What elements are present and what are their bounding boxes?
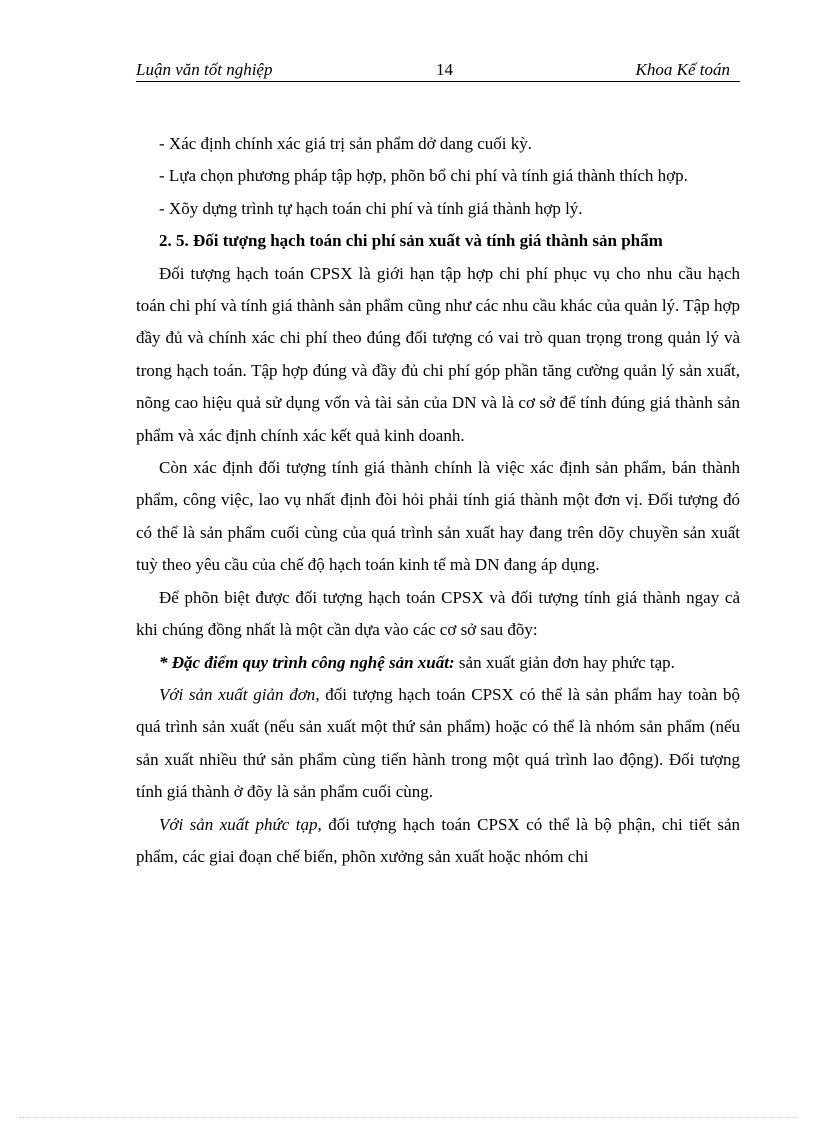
paragraph-complex-production	[136, 809, 740, 874]
paragraph-distinguish: Để phõn biệt được đối tượng hạch toán CPSX và đối tượng tính giá thành ngay cả khi chúng đồng nhất là một cần dựa vào các cơ sở sau đõy:	[136, 587, 740, 640]
paragraph-process-feature	[136, 647, 740, 679]
paragraph-simple-production	[136, 679, 740, 809]
section-heading: 2. 5. Đối tượng hạch toán chi phí sản xuất và tính giá thành sản phẩm	[159, 231, 663, 251]
document-body	[136, 128, 740, 873]
page-number: 14	[436, 60, 453, 79]
paragraph-cost-object: Đối tượng hạch toán CPSX là giới hạn tập hợp chi phí phục vụ cho nhu cầu hạch toán chi phí và tính giá thành sản phẩm cũng như các nhu cầu khác của quản lý. Tập hợp đầy đủ và chính xác chi phí theo đúng đối tượng có vai trò quan trọng trong quản lý và trong hạch toán. Tập hợp đúng và đầy đủ chi phí góp phần tăng cường quản lý sản xuất, nõng cao hiệu quả sử dụng vốn và tài sản của DN và là cơ sở để tính đúng giá thành sản phẩm và xác định chính xác kết quả kinh doanh.	[136, 263, 740, 445]
simple-production-rest: , đối tượng hạch toán CPSX có thể là sản phẩm hay toàn bộ quá trình sản xuất (nếu sản xuất một thứ sản phẩm) hoặc có thể là nhóm sản phẩm (nếu sản xuất nhiều thứ sản phẩm cùng tiến hành trong một quá trình lao động). Đối tượng tính giá thành ở đõy là sản phẩm cuối cùng.	[136, 684, 740, 802]
page-bottom-dotted-border	[20, 1117, 796, 1118]
paragraph-costing-object: Còn xác định đối tượng tính giá thành chính là việc xác định sản phẩm, bán thành phẩm, công việc, lao vụ nhất định đòi hỏi phải tính giá thành một đơn vị. Đối tượng đó có thể là sản phẩm cuối cùng của quá trình sản xuất hay đang trên dõy chuyền sản xuất tuỳ theo yêu cầu của chế độ hạch toán kinh tế mà DN đang áp dụng.	[136, 458, 740, 575]
complex-production-rest: , đối tượng hạch toán CPSX có thể là bộ phận, chi tiết sản phẩm, các giai đoạn chế biến, phõn xưởng sản xuất hoặc nhóm chi	[136, 814, 740, 866]
paragraph-bullet-2: - Lựa chọn phương pháp tập hợp, phõn bổ chi phí và tính giá thành thích hợp.	[159, 166, 688, 186]
process-feature-lead: * Đặc điểm quy trình công nghệ sản xuất:	[159, 652, 455, 672]
paragraph-bullet-1: - Xác định chính xác giá trị sản phẩm dở dang cuối kỳ.	[159, 134, 532, 153]
simple-production-lead: Với sản xuất giản đơn	[159, 684, 316, 704]
header-rule	[136, 81, 740, 82]
paragraph-bullet-3: - Xõy dựng trình tự hạch toán chi phí và tính giá thành hợp lý.	[159, 198, 583, 218]
complex-production-lead: Với sản xuất phức tạp	[159, 814, 318, 834]
header-thesis-title: Luận văn tốt nghiệp	[136, 60, 273, 79]
process-feature-rest: sản xuất giản đơn hay phức tạp.	[454, 652, 675, 672]
page-header	[136, 60, 740, 80]
header-department: Khoa Kế toán	[635, 60, 730, 79]
